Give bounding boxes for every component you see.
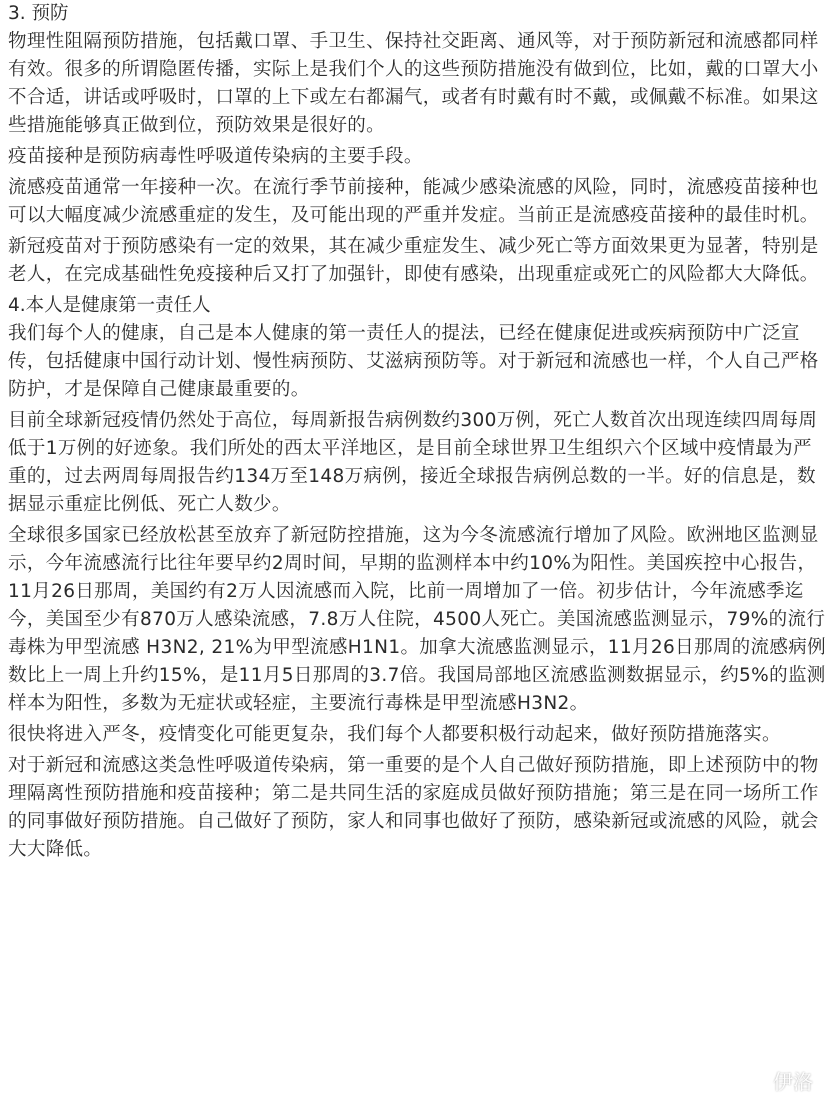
paragraph-vaccination-main: 疫苗接种是预防病毒性呼吸道传染病的主要手段。 (8, 146, 423, 167)
paragraph-physical-prevention: 物理性阻隔预防措施，包括戴口罩、手卫生、保持社交距离、通风等，对于预防新冠和流感都同样有效。很多的所谓隐匿传播，实际上是我们个人的这些预防措施没有做到位，比如，戴的口罩大小不合适，讲话或呼吸时，口罩的上下或左右都漏气，或者有时戴有时不戴，或佩戴不标准。如果这些措施能够真正做到位，预防效果是很好的。 (8, 31, 819, 136)
paragraph-flu-surveillance: 全球很多国家已经放松甚至放弃了新冠防控措施，这为今冬流感流行增加了风险。欧洲地区监测显示，今年流感流行比往年要早约2周时间，早期的监测样本中约10%为阳性。美国疾控中心报告，11月26日那周，美国约有2万人因流感而入院，比前一周增加了一倍。初步估计，今年流感季迄今，美国至少有870万人感染流感，7.8万人住院，4500人死亡。美国流感监测显示，79%的流行毒株为甲型流感 H3N2, 21%为甲型流感H1N1。加拿大流感监测显示，11月26日那周的流感病例数比上一周上升约15%，是11月5日那周的3.7倍。我国局部地区流感监测数据显示，约5%的监测样本为阳性，多数为无症状或轻症，主要流行毒株是甲型流感H3N2。 (8, 525, 826, 714)
watermark-text: 伊洛 (773, 1070, 813, 1094)
paragraph-global-covid-status: 目前全球新冠疫情仍然处于高位，每周新报告病例数约300万例，死亡人数首次出现连续四周每周低于1万例的好迹象。我们所处的西太平洋地区，是目前全球世界卫生组织六个区域中疫情最为严重的，过去两周每周报告约134万至148万病例，接近全球报告病例总数的一半。好的信息是，数据显示重症比例低、死亡人数少。 (8, 410, 818, 515)
watermark (737, 1066, 813, 1095)
paragraph-flu-vaccine: 流感疫苗通常一年接种一次。在流行季节前接种，能减少感染流感的风险，同时，流感疫苗接种也可以大幅度减少流感重症的发生，及可能出现的严重并发症。当前正是流感疫苗接种的最佳时机。 (8, 177, 819, 226)
section-3-heading: 3. 预防 (8, 3, 69, 24)
paragraph-prevention-priorities: 对于新冠和流感这类急性呼吸道传染病，第一重要的是个人自己做好预防措施，即上述预防中的物理隔离性预防措施和疫苗接种；第二是共同生活的家庭成员做好预防措施；第三是在同一场所工作的同事做好预防措施。自己做好了预防，家人和同事也做好了预防，感染新冠或流感的风险，就会大大降低。 (8, 755, 819, 860)
paragraph-personal-responsibility: 我们每个人的健康，自己是本人健康的第一责任人的提法，已经在健康促进或疾病预防中广泛宣传，包括健康中国行动计划、慢性病预防、艾滋病预防等。对于新冠和流感也一样，个人自己严格防护，才是保障自己健康最重要的。 (8, 323, 819, 400)
paragraph-covid-vaccine: 新冠疫苗对于预防感染有一定的效果，其在减少重症发生、减少死亡等方面效果更为显著，特别是老人，在完成基础性免疫接种后又打了加强针，即使有感染，出现重症或死亡的风险都大大降低。 (8, 236, 819, 285)
section-4-heading: 4.本人是健康第一责任人 (8, 295, 211, 316)
paragraph-winter-warning: 很快将进入严冬，疫情变化可能更复杂，我们每个人都要积极行动起来，做好预防措施落实。 (8, 724, 781, 745)
wechat-icon (737, 1068, 767, 1094)
